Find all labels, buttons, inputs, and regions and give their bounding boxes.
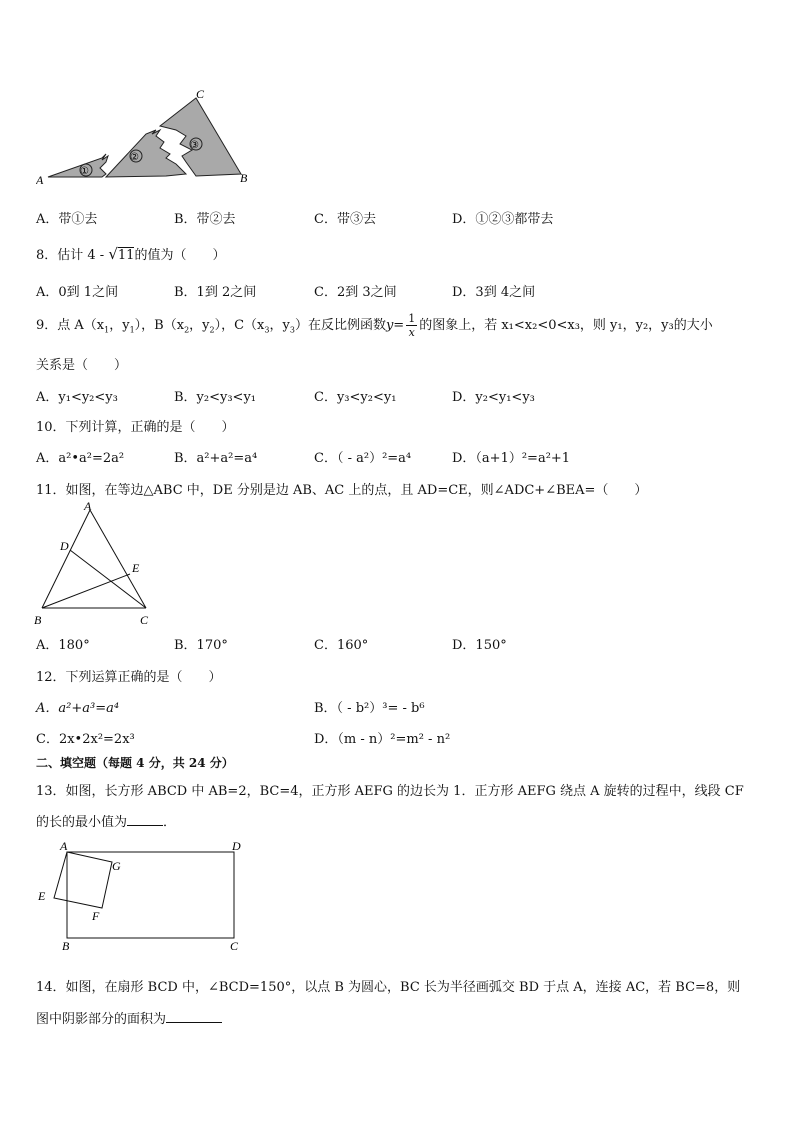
q12-option-a[interactable]: A．a²+a³=a⁴	[36, 701, 120, 716]
q12-option-c[interactable]: C．2x•2x²=2x³	[36, 732, 135, 747]
q13-stem: 13．如图，长方形 ABCD 中 AB=2，BC=4，正方形 AEFG 的边长为 1．正方形 AEFG 绕点 A 旋转的过程中，线段 CF	[36, 784, 744, 799]
q9-sub-4: 2	[209, 325, 215, 335]
q7-figure	[36, 86, 266, 186]
q9-sub-3: 2	[184, 325, 190, 335]
q9-sub-2: 1	[129, 325, 135, 335]
q8-option-a[interactable]: A．0到 1之间	[36, 285, 119, 300]
q10-option-a[interactable]: A．a²•a²=2a²	[36, 451, 125, 466]
q9-text-4: ，y	[189, 318, 210, 333]
q8-option-d[interactable]: D．3到 4之间	[452, 285, 536, 300]
label-b: B	[240, 171, 248, 185]
q7-option-d[interactable]: D．①②③都带去	[452, 212, 554, 227]
q12-stem: 12．下列运算正确的是（ ）	[36, 670, 222, 685]
q10-option-c[interactable]: C．（ - a²）²=a⁴	[314, 451, 412, 466]
q8-stem-pre: 8．估计 4 -	[36, 248, 109, 263]
piece3-label: ③	[190, 140, 199, 151]
q9-text-1: 9．点 A（x	[36, 318, 105, 333]
q11-option-a[interactable]: A．180°	[36, 638, 90, 653]
q13-label-d: D	[232, 839, 241, 853]
q9-option-c[interactable]: C．y₃<y₂<y₁	[314, 390, 397, 405]
q11-label-a: A	[84, 500, 92, 513]
section-title: 二、填空题（每题 4 分，共 24 分）	[36, 756, 234, 770]
sqrt-icon: √	[108, 245, 118, 263]
q9-text-6: ，y	[269, 318, 290, 333]
q11-label-c: C	[140, 613, 149, 627]
piece-2	[106, 130, 186, 177]
q9-stem	[36, 312, 713, 339]
q14-stem-line2	[36, 1008, 222, 1027]
q13-label-g: G	[112, 859, 121, 873]
q9-sub-6: 3	[289, 325, 295, 335]
q11-label-e: E	[132, 561, 140, 575]
q13-answer-blank[interactable]	[127, 825, 163, 826]
q9-sub-5: 3	[264, 325, 270, 335]
q13-label-e: E	[38, 889, 46, 903]
q12-option-d[interactable]: D．（m - n）²=m² - n²	[314, 732, 451, 747]
q11-option-d[interactable]: D．150°	[452, 638, 507, 653]
q10-option-b[interactable]: B．a²+a²=a⁴	[174, 451, 258, 466]
q11-label-d: D	[60, 539, 69, 553]
label-c: C	[196, 87, 205, 101]
q9-func-y: y=	[385, 318, 405, 333]
q9-sub-1: 1	[104, 325, 110, 335]
piece-1	[48, 154, 108, 177]
q11-option-c[interactable]: C．160°	[314, 638, 369, 653]
q11-option-b[interactable]: B．170°	[174, 638, 228, 653]
q12-option-b[interactable]: B．（ - b²）³= - b⁶	[314, 701, 425, 716]
q9-frac-den: x	[408, 326, 415, 339]
q8-radicand: 11	[117, 248, 135, 263]
q9-stem-line2: 关系是（ ）	[36, 358, 128, 373]
q10-option-d[interactable]: D．（a+1）²=a²+1	[452, 451, 571, 466]
q8-stem-post: 的值为（ ）	[134, 248, 226, 263]
q9-text-5: ），C（x	[214, 318, 265, 333]
q13-label-f: F	[92, 909, 100, 923]
q11-figure	[34, 500, 164, 632]
q14-stem: 14．如图，在扇形 BCD 中，∠BCD=150°，以点 B 为圆心，BC 长为半径画弧交 BD 于点 A，连接 AC，若 BC=8，则	[36, 980, 741, 995]
q9-option-b[interactable]: B．y₂<y₃<y₁	[174, 390, 257, 405]
q7-option-b[interactable]: B．带②去	[174, 212, 236, 227]
q14-stem-text: 图中阴影部分的面积为	[36, 1012, 167, 1027]
q13-stem-text: 的长的最小值为	[36, 815, 128, 830]
q9-fraction	[406, 312, 417, 339]
piece2-label: ②	[130, 152, 139, 163]
q9-option-a[interactable]: A．y₁<y₂<y₃	[36, 390, 118, 405]
q9-text-2: ，y	[109, 318, 130, 333]
label-a: A	[36, 173, 44, 186]
q7-option-a[interactable]: A．带①去	[36, 212, 98, 227]
q13-label-a: A	[60, 839, 68, 853]
q10-stem: 10．下列计算，正确的是（ ）	[36, 420, 235, 435]
q13-stem-end: ．	[163, 815, 177, 830]
q13-label-c: C	[230, 939, 239, 953]
q9-text-3: ），B（x	[134, 318, 185, 333]
q9-frac-num: 1	[408, 312, 416, 325]
q11-label-b: B	[34, 613, 42, 627]
q8-option-b[interactable]: B．1到 2之间	[174, 285, 257, 300]
piece1-label: ①	[80, 166, 89, 177]
q9-text-7: ）在反比例函数	[294, 318, 386, 333]
q13-figure	[34, 836, 250, 954]
q13-label-b: B	[62, 939, 70, 953]
q9-stem-post: 的图象上，若 x₁<x₂<0<x₃，则 y₁，y₂，y₃的大小	[419, 318, 713, 333]
q14-answer-blank[interactable]	[166, 1022, 222, 1023]
q8-stem	[36, 244, 225, 263]
q9-option-d[interactable]: D．y₂<y₁<y₃	[452, 390, 535, 405]
q7-option-c[interactable]: C．带③去	[314, 212, 376, 227]
q8-option-c[interactable]: C．2到 3之间	[314, 285, 397, 300]
q13-stem-line2	[36, 811, 176, 830]
q11-stem: 11．如图，在等边△ABC 中，DE 分别是边 AB、AC 上的点，且 AD=CE，则∠ADC+∠BEA=（ ）	[36, 483, 648, 498]
